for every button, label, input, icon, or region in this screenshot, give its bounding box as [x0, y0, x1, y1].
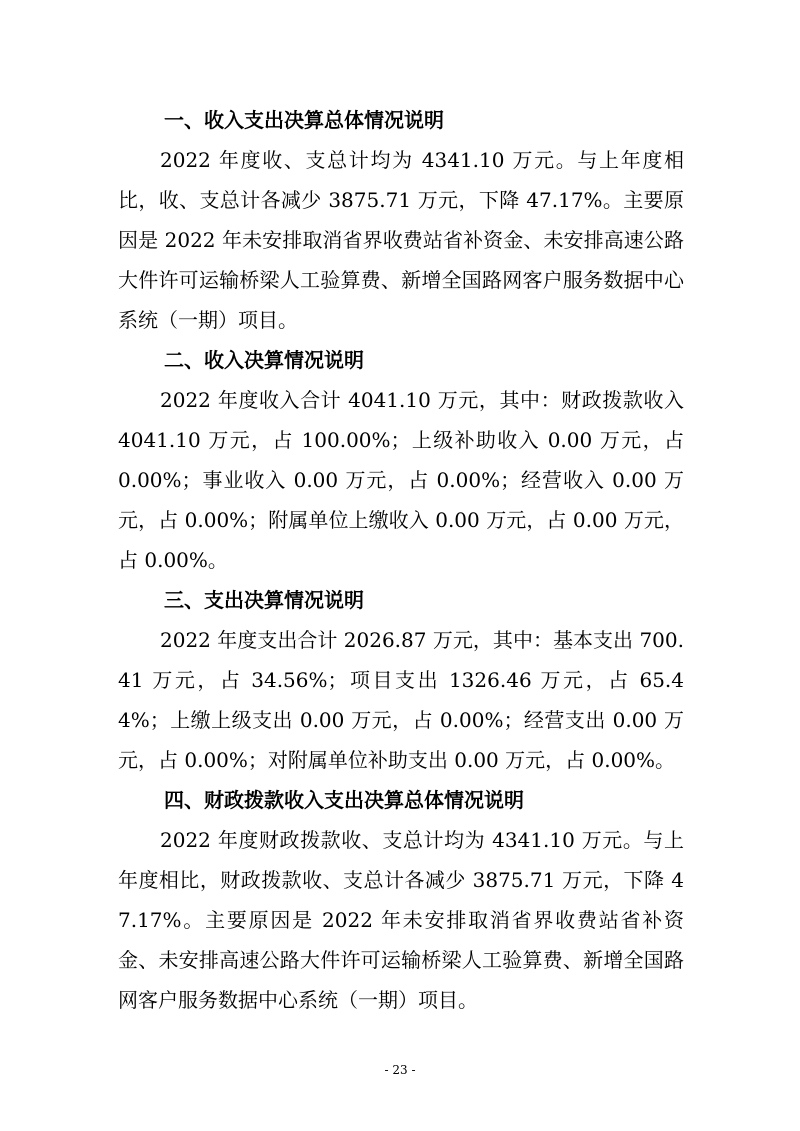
section-2-heading: 二、收入决算情况说明	[164, 348, 364, 372]
section-3-heading: 三、支出决算情况说明	[164, 588, 364, 612]
section-4-body: 2022 年度财政拨款收、支总计均为 4341.10 万元。与上年度相比，财政拨款收、支总计各减少 3875.71 万元，下降 47.17%。主要原因是 2022 年未安排取消省界收费站省补资金、未安排高速公路大件许可运输桥梁人工验算费、新增全国路网客户服务数据中心系统（一期）项目。	[118, 828, 684, 1012]
section-1-body: 2022 年度收、支总计均为 4341.10 万元。与上年度相比，收、支总计各减少 3875.71 万元，下降 47.17%。主要原因是 2022 年未安排取消省界收费站省补资金、未安排高速公路大件许可运输桥梁人工验算费、新增全国路网客户服务数据中心系统（一期）项目。	[118, 148, 684, 332]
section-4-heading: 四、财政拨款收入支出决算总体情况说明	[164, 788, 524, 812]
section-2-body: 2022 年度收入合计 4041.10 万元，其中：财政拨款收入 4041.10 万元，占 100.00%；上级补助收入 0.00 万元，占 0.00%；事业收入 0.00 万元，占 0.00%；经营收入 0.00 万元，占 0.00%；附属单位上缴收入 0.00 万元，占 0.00 万元，占 0.00%。	[118, 388, 684, 572]
document-page	[118, 100, 684, 1020]
section-3-body: 2022 年度支出合计 2026.87 万元，其中：基本支出 700.41 万元，占 34.56%；项目支出 1326.46 万元，占 65.44%；上缴上级支出 0.00 万元，占 0.00%；经营支出 0.00 万元，占 0.00%；对附属单位补助支出 0.00 万元，占 0.00%。	[118, 628, 684, 772]
section-1-heading: 一、收入支出决算总体情况说明	[164, 108, 444, 132]
page-number: - 23 -	[384, 1063, 416, 1077]
